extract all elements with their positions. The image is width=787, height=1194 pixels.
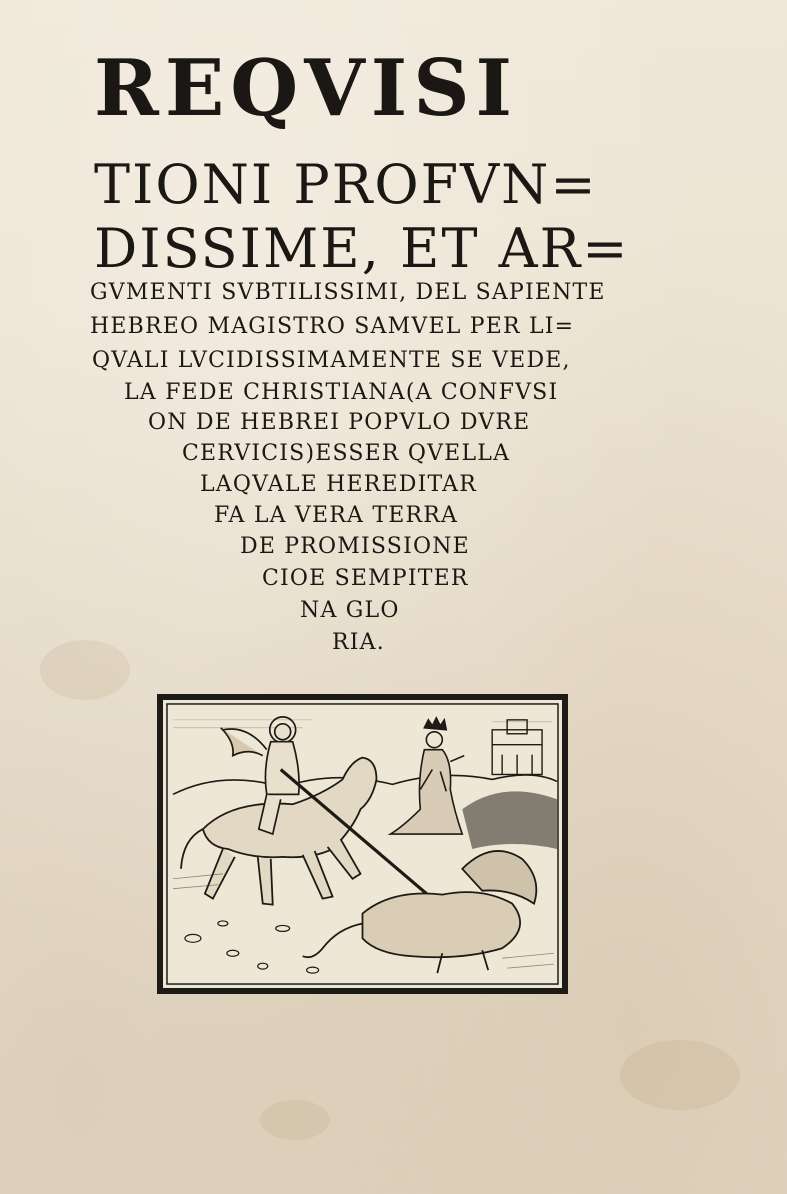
paper-stain: [620, 1040, 740, 1110]
paper-stain: [260, 1100, 330, 1140]
title-line: ON DE HEBREI POPVLO DVRE: [148, 410, 531, 435]
title-line: DISSIME, ET AR=: [94, 217, 630, 280]
title-line: FA LA VERA TERRA: [214, 503, 459, 528]
title-line: REQVISI: [94, 43, 519, 134]
title-line: CIOE SEMPITER: [262, 566, 469, 591]
title-line: GVMENTI SVBTILISSIMI, DEL SAPIENTE: [90, 280, 606, 305]
title-line: CERVICIS)ESSER QVELLA: [182, 441, 511, 466]
title-line: DE PROMISSIONE: [240, 534, 470, 559]
title-line: TIONI PROFVN=: [94, 153, 598, 216]
title-line: LA FEDE CHRISTIANA(A CONFVSI: [124, 380, 559, 405]
castle: [492, 720, 542, 775]
title-line: NA GLO: [300, 598, 400, 623]
title-line: HEBREO MAGISTRO SAMVEL PER LI=: [90, 314, 575, 339]
title-line: RIA.: [332, 630, 385, 655]
woodcut-illustration: [157, 694, 568, 994]
paper-stain: [40, 640, 130, 700]
title-line: QVALI LVCIDISSIMAMENTE SE VEDE,: [92, 348, 571, 373]
saint-george-woodcut: [163, 700, 562, 988]
ground-stones: [185, 921, 319, 973]
title-line: LAQVALE HEREDITAR: [200, 472, 477, 497]
dragon: [303, 851, 537, 973]
